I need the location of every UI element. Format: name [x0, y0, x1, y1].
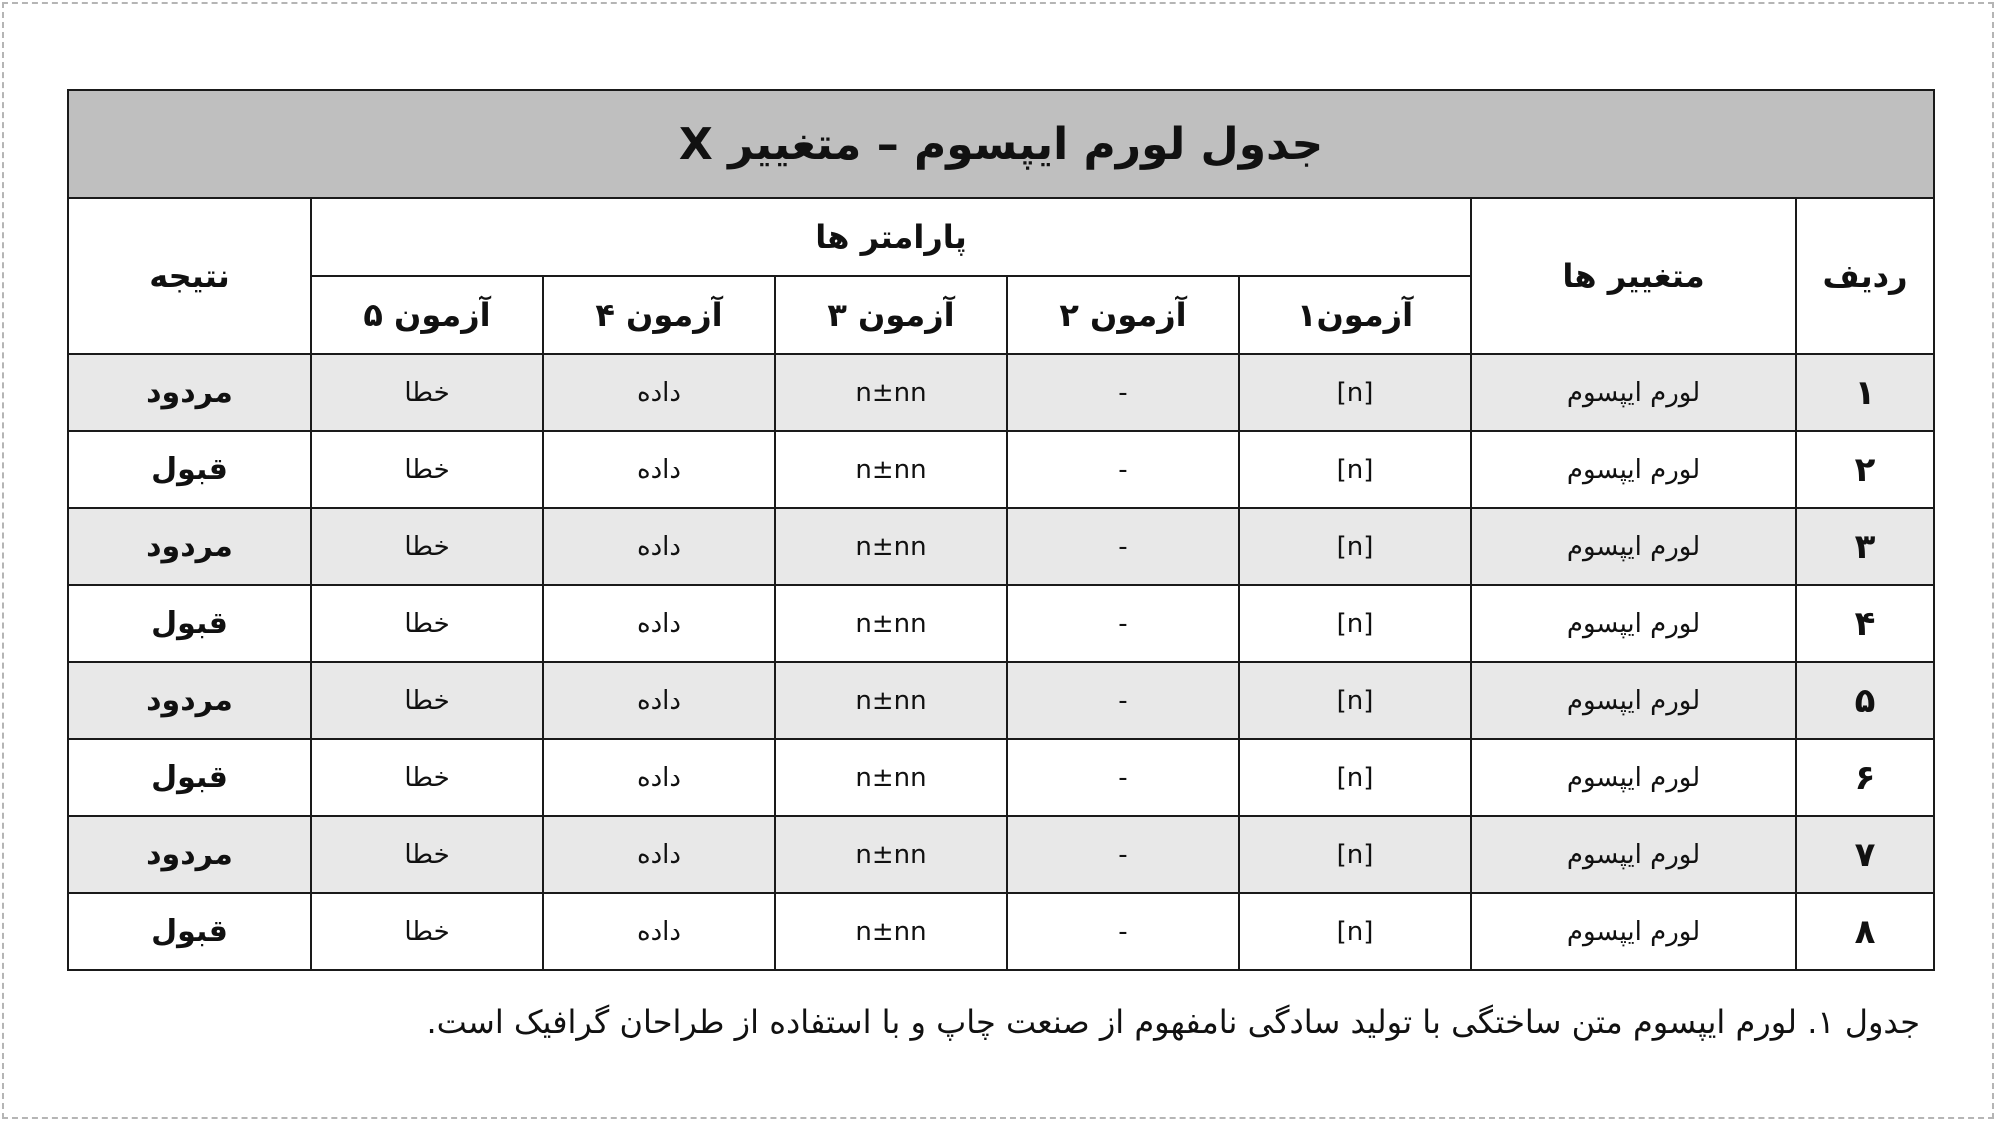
result-cell: مردود [68, 354, 311, 431]
test-1-cell: [n] [1239, 585, 1471, 662]
result-cell: قبول [68, 893, 311, 970]
result-cell: قبول [68, 739, 311, 816]
header-parameters: پارامتر ها [311, 198, 1471, 276]
test-4-cell: داده [543, 816, 775, 893]
test-2-cell: - [1007, 662, 1239, 739]
test-3-cell: n±nn [775, 585, 1007, 662]
test-3-cell: n±nn [775, 354, 1007, 431]
test-4-cell: داده [543, 585, 775, 662]
test-5-cell: خطا [311, 662, 543, 739]
test-2-cell: - [1007, 893, 1239, 970]
test-5-cell: خطا [311, 585, 543, 662]
test-4-cell: داده [543, 431, 775, 508]
table-row [68, 662, 1934, 739]
test-2-cell: - [1007, 816, 1239, 893]
result-cell: مردود [68, 816, 311, 893]
variable-cell: لورم ایپسوم [1471, 816, 1796, 893]
table-row [68, 893, 1934, 970]
header-result: نتیجه [68, 198, 311, 354]
test-5-cell: خطا [311, 739, 543, 816]
test-3-cell: n±nn [775, 431, 1007, 508]
result-cell: قبول [68, 431, 311, 508]
row-number-cell: ۶ [1796, 739, 1934, 816]
row-number-cell: ۴ [1796, 585, 1934, 662]
row-number-cell: ۷ [1796, 816, 1934, 893]
test-1-cell: [n] [1239, 354, 1471, 431]
test-5-cell: خطا [311, 816, 543, 893]
table-row [68, 585, 1934, 662]
test-5-cell: خطا [311, 893, 543, 970]
header-variables: متغییر ها [1471, 198, 1796, 354]
test-2-cell: - [1007, 508, 1239, 585]
table-row [68, 739, 1934, 816]
test-4-cell: داده [543, 508, 775, 585]
header-row-number: ردیف [1796, 198, 1934, 354]
table-row [68, 508, 1934, 585]
test-5-cell: خطا [311, 431, 543, 508]
variable-cell: لورم ایپسوم [1471, 354, 1796, 431]
data-table [67, 89, 1935, 971]
test-1-cell: [n] [1239, 431, 1471, 508]
row-number-cell: ۵ [1796, 662, 1934, 739]
row-number-cell: ۲ [1796, 431, 1934, 508]
test-3-cell: n±nn [775, 893, 1007, 970]
row-number-cell: ۸ [1796, 893, 1934, 970]
table-container [67, 89, 1933, 971]
header-test-3: آزمون ۳ [775, 276, 1007, 354]
variable-cell: لورم ایپسوم [1471, 662, 1796, 739]
result-cell: مردود [68, 662, 311, 739]
test-1-cell: [n] [1239, 893, 1471, 970]
table-row [68, 354, 1934, 431]
row-number-cell: ۱ [1796, 354, 1934, 431]
test-2-cell: - [1007, 739, 1239, 816]
test-2-cell: - [1007, 585, 1239, 662]
test-3-cell: n±nn [775, 739, 1007, 816]
row-number-cell: ۳ [1796, 508, 1934, 585]
table-row [68, 431, 1934, 508]
test-4-cell: داده [543, 893, 775, 970]
test-1-cell: [n] [1239, 662, 1471, 739]
variable-cell: لورم ایپسوم [1471, 431, 1796, 508]
test-4-cell: داده [543, 662, 775, 739]
variable-cell: لورم ایپسوم [1471, 893, 1796, 970]
variable-cell: لورم ایپسوم [1471, 508, 1796, 585]
variable-cell: لورم ایپسوم [1471, 739, 1796, 816]
test-1-cell: [n] [1239, 508, 1471, 585]
test-3-cell: n±nn [775, 662, 1007, 739]
variable-cell: لورم ایپسوم [1471, 585, 1796, 662]
table-caption: جدول ۱. لورم ایپسوم متن ساختگی با تولید سادگی نامفهوم از صنعت چاپ و با استفاده از طراحان گرافیک است. [426, 1003, 1920, 1041]
test-4-cell: داده [543, 739, 775, 816]
test-1-cell: [n] [1239, 739, 1471, 816]
test-2-cell: - [1007, 354, 1239, 431]
test-2-cell: - [1007, 431, 1239, 508]
test-1-cell: [n] [1239, 816, 1471, 893]
header-test-2: آزمون ۲ [1007, 276, 1239, 354]
result-cell: قبول [68, 585, 311, 662]
test-3-cell: n±nn [775, 508, 1007, 585]
test-4-cell: داده [543, 354, 775, 431]
test-5-cell: خطا [311, 508, 543, 585]
table-row [68, 816, 1934, 893]
header-test-4: آزمون ۴ [543, 276, 775, 354]
test-5-cell: خطا [311, 354, 543, 431]
result-cell: مردود [68, 508, 311, 585]
header-test-5: آزمون ۵ [311, 276, 543, 354]
header-test-1: آزمون۱ [1239, 276, 1471, 354]
table-title: جدول لورم ایپسوم – متغییر X [68, 90, 1934, 198]
test-3-cell: n±nn [775, 816, 1007, 893]
